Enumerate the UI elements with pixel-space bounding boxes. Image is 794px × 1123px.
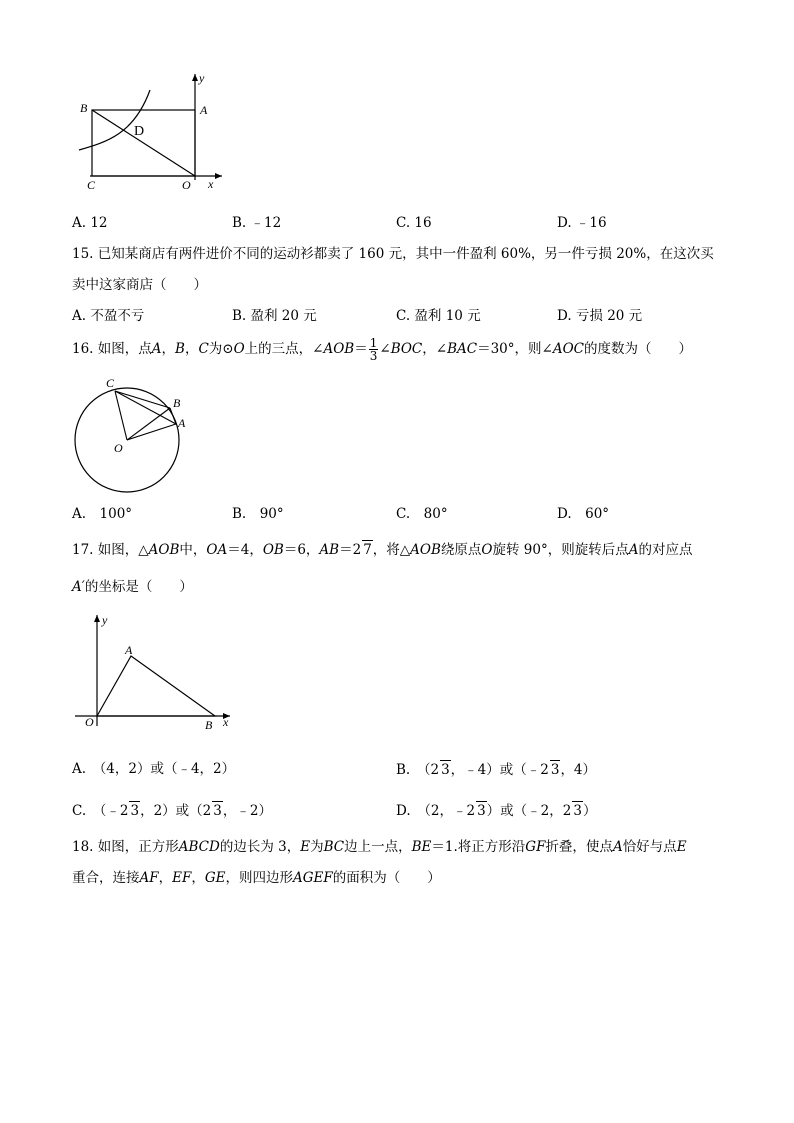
sqrt-7: 7 bbox=[363, 542, 372, 558]
segment-oc bbox=[115, 391, 127, 440]
x-axis-arrow bbox=[215, 173, 222, 179]
q15-stem-line2: 卖中这家商店（ ） bbox=[72, 277, 207, 293]
y-axis-arrow bbox=[192, 74, 198, 81]
label-d: D bbox=[134, 124, 145, 139]
q14-option-d: D. ﹣16 bbox=[557, 215, 607, 231]
q18-stem-line2: 重合，连接AF，EF，GE，则四边形AGEF的面积为（ ） bbox=[72, 870, 441, 886]
q15-option-a: A. 不盈不亏 bbox=[72, 308, 145, 324]
diagonal-bo bbox=[92, 110, 195, 176]
q16-option-c: C. 80° bbox=[396, 506, 448, 522]
label-b: B bbox=[205, 718, 213, 732]
q17-option-d: D. （2，﹣2 3）或（﹣2，2 3） bbox=[396, 803, 597, 819]
segment-ob bbox=[127, 408, 170, 440]
q14-figure bbox=[72, 68, 232, 194]
y-axis-arrow bbox=[94, 615, 100, 622]
fraction-one-third: $\frac{1}{3}$ bbox=[369, 336, 378, 363]
segment-oa bbox=[127, 424, 176, 440]
q14-option-c: C. 16 bbox=[396, 215, 432, 231]
q17-option-c: C. （﹣2 3，2）或（2 3，﹣2） bbox=[72, 803, 272, 819]
q14-option-a: A. 12 bbox=[72, 215, 108, 231]
triangle-aob bbox=[97, 656, 215, 716]
label-y: y bbox=[199, 71, 205, 85]
label-o: O bbox=[85, 715, 94, 729]
q15-option-d: D. 亏损 20 元 bbox=[557, 308, 643, 324]
q17-stem-line1: 17. 如图，△AOB中，OA＝4，OB＝6，AB＝2 7，将△AOB绕原点O旋转 90°，则旋转后点A的对应点 bbox=[72, 542, 693, 558]
label-o: O bbox=[114, 441, 123, 455]
label-a: A bbox=[178, 416, 186, 430]
q15-option-b: B. 盈利 20 元 bbox=[232, 308, 317, 324]
q14-option-b: B. ﹣12 bbox=[232, 215, 282, 231]
label-c: C bbox=[106, 376, 115, 390]
label-b: B bbox=[173, 396, 181, 410]
label-o: O bbox=[182, 178, 191, 192]
label-x: x bbox=[208, 177, 214, 191]
q16-figure bbox=[72, 372, 202, 496]
q16-stem: 16. 如图，点A，B，C为⊙O上的三点，∠AOB＝ $\frac{1}{3}$ ∠BOC，∠BAC＝30°，则∠AOC的度数为（ ） bbox=[72, 336, 692, 363]
label-a: A bbox=[125, 643, 133, 657]
label-y: y bbox=[102, 613, 108, 627]
q17-figure bbox=[72, 610, 236, 734]
q16-option-a: A. 100° bbox=[72, 506, 133, 522]
label-x: x bbox=[223, 715, 229, 729]
label-c: C bbox=[87, 178, 96, 192]
q16-option-d: D. 60° bbox=[557, 506, 610, 522]
q15-stem-line1: 15. 已知某商店有两件进价不同的运动衫都卖了 160 元，其中一件盈利 60%，另一件亏损 20%，在这次买 bbox=[72, 246, 714, 262]
label-b: B bbox=[80, 101, 88, 115]
q16-option-b: B. 90° bbox=[232, 506, 284, 522]
q15-option-c: C. 盈利 10 元 bbox=[396, 308, 481, 324]
q18-stem-line1: 18. 如图，正方形ABCD的边长为 3，E为BC边上一点，BE＝1.将正方形沿GF折叠，使点A恰好与点E bbox=[72, 839, 687, 855]
label-a: A bbox=[200, 103, 208, 117]
q17-stem-line2: A′的坐标是（ ） bbox=[72, 579, 193, 595]
q17-option-a: A. （4，2）或（﹣4，2） bbox=[72, 761, 236, 777]
q17-option-b: B. （2 3，﹣4）或（﹣2 3，4） bbox=[396, 762, 597, 778]
